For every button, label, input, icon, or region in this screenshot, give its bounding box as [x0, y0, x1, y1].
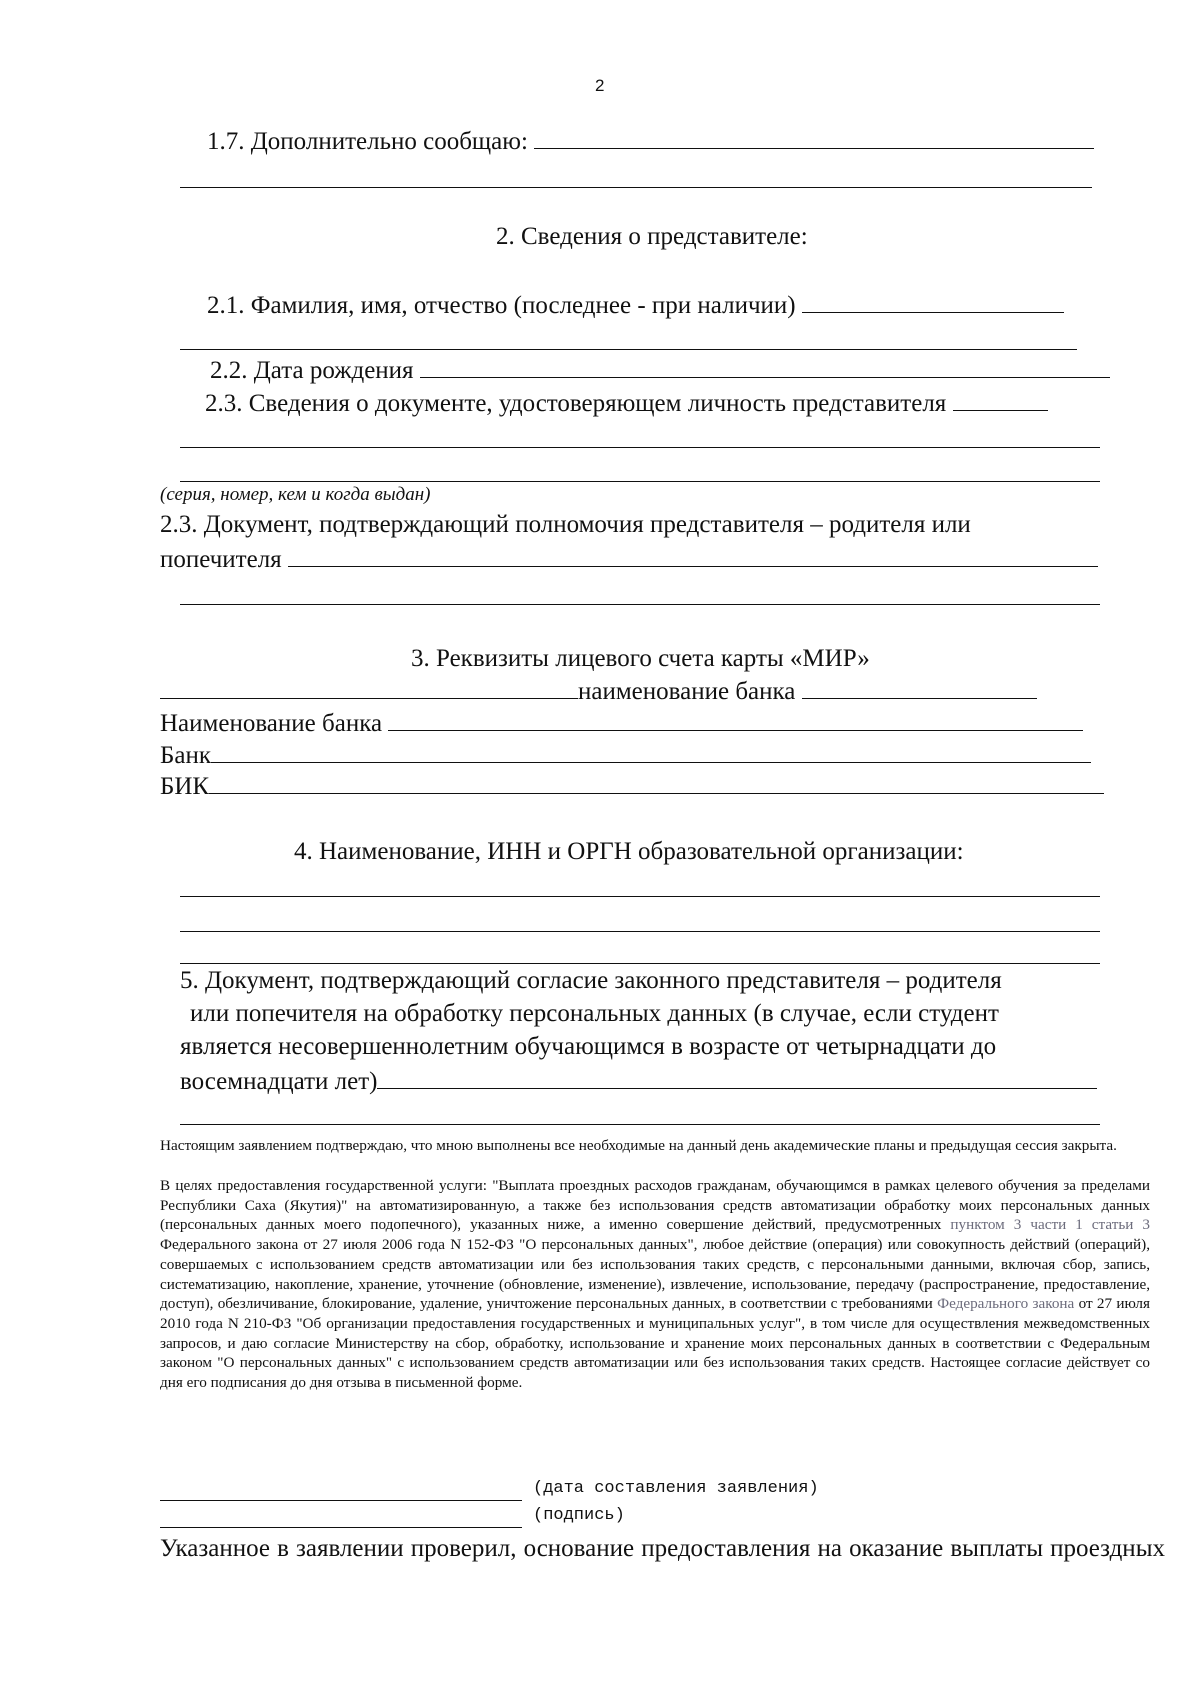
fio-line-2[interactable] [180, 349, 1077, 350]
signature-hint: (подпись) [533, 1506, 625, 1525]
fio-row [207, 288, 1064, 322]
authority-doc-field[interactable] [288, 542, 1098, 567]
law-link-210[interactable]: Федерального закона [937, 1295, 1075, 1313]
page-number: 2 [595, 76, 605, 95]
bank-row [160, 738, 1091, 772]
bank-inline-field-2[interactable] [802, 674, 1037, 699]
consent-doc-label-3: является несовершеннолетним обучающимся в возрасте от четырнадцати до [180, 1033, 997, 1060]
bik-label: БИК [160, 773, 210, 800]
bank-name-row [160, 706, 1083, 740]
consent-paragraph-1: Настоящим заявлением подтверждаю, что мною выполнены все необходимые на данный день академические планы и предыдущая сессия закрыта. [160, 1137, 1117, 1154]
bank-name-field[interactable] [388, 706, 1083, 731]
law-link-152[interactable]: пунктом 3 части 1 статьи 3 [950, 1216, 1150, 1234]
authority-doc-line-2[interactable] [180, 604, 1100, 605]
bik-field[interactable] [209, 769, 1104, 794]
bank-inline-row [160, 674, 1037, 708]
date-field[interactable] [160, 1500, 522, 1501]
consent-doc-label-4: восемнадцати лет) [180, 1068, 378, 1095]
id-doc-hint: (серия, номер, кем и когда выдан) [160, 484, 431, 505]
date-hint: (дата составления заявления) [533, 1479, 819, 1498]
consent-paragraph-2 [160, 1176, 1150, 1393]
birth-label: 2.2. Дата рождения [210, 357, 414, 384]
consent-doc-label-2: или попечителя на обработку персональных данных (в случае, если студент [190, 1000, 999, 1027]
id-doc-line-3[interactable] [180, 481, 1100, 482]
id-doc-label: 2.3. Сведения о документе, удостоверяющем личность представителя [205, 390, 947, 417]
id-doc-line-2[interactable] [180, 447, 1100, 448]
section-3-title: 3. Реквизиты лицевого счета карты «МИР» [411, 645, 870, 672]
additional-info-field[interactable] [534, 124, 1094, 149]
section-2-title: 2. Сведения о представителе: [496, 223, 808, 250]
id-doc-row [205, 386, 1048, 420]
signature-field[interactable] [160, 1527, 522, 1528]
org-line-2[interactable] [180, 931, 1100, 932]
bank-inline-label: наименование банка [578, 678, 796, 705]
birth-field[interactable] [420, 353, 1110, 378]
additional-info-row [207, 124, 1094, 158]
id-doc-field[interactable] [953, 386, 1048, 411]
fio-field[interactable] [802, 288, 1064, 313]
authority-doc-row [160, 542, 1098, 576]
consent-doc-row [180, 1064, 1097, 1098]
org-line-1[interactable] [180, 896, 1100, 897]
consent-text-a: В целях предоставления государственной услуги: "Выплата проездных расходов гражданам, обучающимся в рамках целевого обучения за пределами Республики Саха (Якутия)" на автоматизированную, а также без использования средств автоматизации обработку моих персональных данных (персональных данных моего подопечного), указанных ниже, а именно совершение действий, предусмотренных [160, 1177, 1150, 1234]
bik-row [160, 769, 1104, 803]
bank-inline-field-1[interactable] [160, 674, 578, 699]
consent-doc-label-1: 5. Документ, подтверждающий согласие законного представителя – родителя [180, 967, 1002, 994]
authority-doc-label: 2.3. Документ, подтверждающий полномочия представителя – родителя или [160, 511, 971, 538]
bank-field[interactable] [211, 738, 1091, 763]
additional-info-line-2[interactable] [180, 187, 1092, 188]
authority-doc-label-2: попечителя [160, 546, 282, 573]
bank-name-label: Наименование банка [160, 710, 383, 737]
fio-label: 2.1. Фамилия, имя, отчество (последнее - при наличии) [207, 292, 796, 319]
consent-text-c: от 27 июля 2010 года N 210-ФЗ "Об организации предоставления государственных и муниципальных услуг", в том числе для осуществления межведомственных запросов, и даю согласие Министерству на сбор, обработку, использование и хранение моих персональных данных в соответствии с Федеральным законом "О персональных данных" с использованием средств автоматизации или без использования таких средств. Настоящее согласие действует со дня его подписания до дня отзыва в письменной форме. [160, 1295, 1150, 1392]
birth-row [210, 353, 1110, 387]
verification-line: Указанное в заявлении проверил, основание предоставления на оказание выплаты проездных [160, 1535, 1165, 1562]
bank-label: Банк [160, 742, 211, 769]
consent-doc-field[interactable] [377, 1064, 1097, 1089]
consent-text-b: Федерального закона от 27 июля 2006 года N 152-ФЗ "О персональных данных", любое действие (операция) или совокупность действий (операций), совершаемых с использованием средств автоматизации или без использования таких средств, с персональными данными, включая сбор, запись, систематизацию, накопление, хранение, уточнение (обновление, изменение), извлечение, использование, передачу (распространение, предоставление, доступ), обезличивание, блокирование, удаление, уничтожение персональных данных, в соответствии с требованиями [160, 1236, 1150, 1313]
section-4-title: 4. Наименование, ИНН и ОРГН образовательной организации: [294, 838, 964, 865]
additional-info-label: 1.7. Дополнительно сообщаю: [207, 128, 528, 155]
org-line-3[interactable] [180, 963, 1100, 964]
consent-doc-line-2[interactable] [180, 1124, 1100, 1125]
